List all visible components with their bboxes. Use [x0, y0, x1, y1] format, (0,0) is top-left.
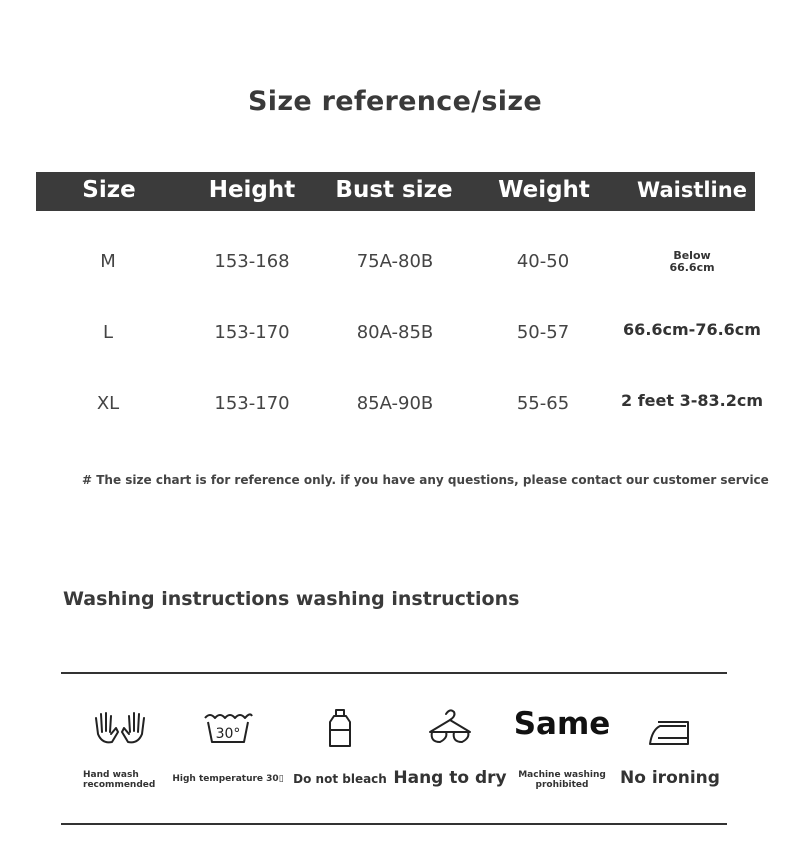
- care-label: Hang to dry: [393, 768, 507, 788]
- cell-waistline: [632, 250, 752, 274]
- cell-height: 153-170: [214, 393, 290, 414]
- care-label: Do not bleach: [293, 772, 387, 786]
- same-text: Same: [513, 706, 611, 742]
- cell-bust: 85A-90B: [356, 393, 434, 414]
- header-waistline: Waistline: [637, 178, 747, 202]
- wash-30-icon: [202, 708, 254, 748]
- cell-bust: 75A-80B: [356, 251, 434, 272]
- page-title: Size reference/size: [248, 86, 542, 117]
- size-chart-note: # The size chart is for reference only. if you have any questions, please contact our customer service: [82, 473, 769, 487]
- care-label: [502, 770, 622, 790]
- divider: [61, 672, 727, 674]
- bottle-icon: [325, 708, 355, 748]
- table-row: [0, 247, 790, 277]
- label-line-2: recommended: [83, 780, 156, 790]
- washing-title: Washing instructions washing instructions: [63, 588, 520, 610]
- size-table-header: [36, 172, 755, 211]
- cell-waistline: 2 feet 3-83.2cm: [621, 391, 763, 410]
- cell-weight: 50-57: [516, 322, 570, 343]
- label-line-2: prohibited: [535, 780, 589, 790]
- care-label: High temperature 30▯: [172, 774, 284, 784]
- cell-waistline: 66.6cm-76.6cm: [623, 320, 761, 339]
- label-line-1: Machine washing: [518, 770, 606, 780]
- cell-weight: 40-50: [516, 251, 570, 272]
- table-row: [0, 318, 790, 348]
- label-line-1: Hand wash: [83, 770, 139, 780]
- header-weight: Weight: [498, 177, 590, 203]
- waist-line-2: 66.6cm: [669, 261, 715, 274]
- care-item-iron: [610, 708, 730, 788]
- cell-size: M: [100, 251, 116, 272]
- care-item-bleach: [280, 708, 400, 786]
- iron-icon: [646, 708, 694, 748]
- cell-bust: 80A-85B: [356, 322, 434, 343]
- hanger-icon: [426, 708, 474, 748]
- header-size: Size: [82, 177, 136, 203]
- cell-size: L: [102, 322, 114, 343]
- cell-size: XL: [96, 393, 120, 414]
- divider: [61, 823, 727, 825]
- header-bust-size: Bust size: [335, 177, 453, 203]
- cell-weight: 55-65: [516, 393, 570, 414]
- header-height: Height: [208, 177, 296, 203]
- care-item-hang-dry: [390, 708, 510, 788]
- care-item-machine-wash: [502, 706, 622, 790]
- hand-wash-icon: [92, 708, 148, 748]
- waist-line-1: Below: [673, 249, 711, 262]
- care-item-hand-wash: [60, 708, 180, 790]
- cell-height: 153-168: [214, 251, 290, 272]
- care-label: No ironing: [620, 768, 720, 788]
- cell-height: 153-170: [214, 322, 290, 343]
- table-row: [0, 389, 790, 419]
- care-item-wash-30: [168, 708, 288, 784]
- svg-text:30°: 30°: [215, 726, 241, 742]
